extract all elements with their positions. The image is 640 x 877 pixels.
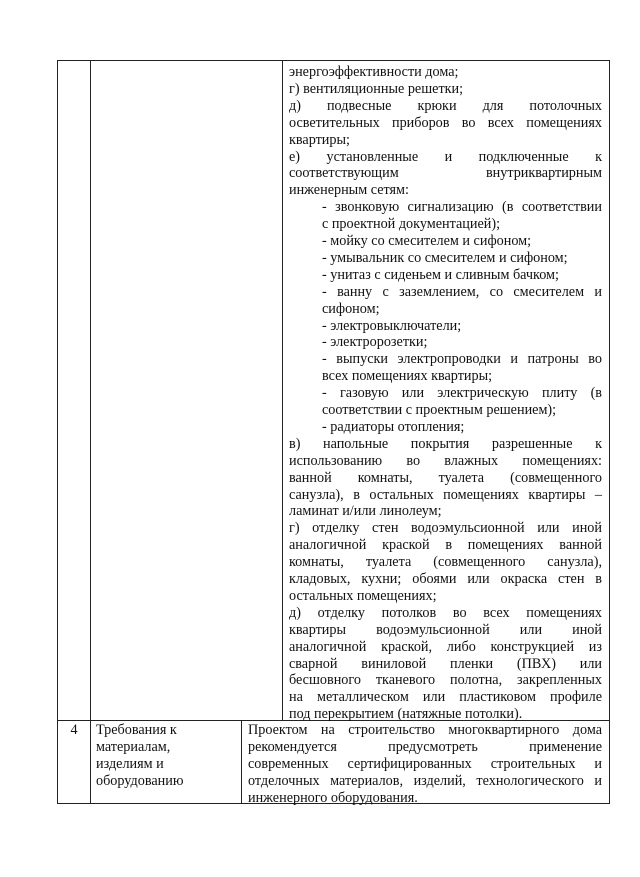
text-line: - ванну с заземлением, со смесителем и [322,283,602,300]
text-line: использованию во влажных помещениях: [289,452,602,469]
column-divider-1 [90,60,91,804]
text-line: на металлическом или пластиковом профиле [289,689,602,706]
text-line: санузла), в остальных помещениях квартиры – [289,486,602,503]
text-line: - унитаз с сиденьем и сливным бачком; [322,266,559,283]
text-line: соответствующим внутриквартирным [289,165,602,182]
text-line: д) подвесные крюки для потолочных [289,97,602,114]
text-line: энергоэффективности дома; [289,64,459,80]
text-line: аналогичной краской, либо конструкцией из [289,638,602,655]
text-line: - радиаторы отопления; [322,418,465,435]
row-title-line: материалам, [96,739,171,755]
row-title-line: изделиям и [96,756,164,772]
text-line: под перекрытием (натяжные потолки). [289,706,523,723]
row-text-line: рекомендуется предусмотреть применение [248,739,602,755]
text-line: квартиры водоэмульсионной или иной [289,621,602,638]
table-border-top [57,60,610,61]
row-title-line: оборудованию [96,773,184,789]
text-line: е) установленные и подключенные к [289,148,602,165]
text-line: осветительных приборов во всех помещениях [289,114,602,131]
text-line: бесшовного тканевого полотна, закрепленных [289,672,602,689]
row-text-line: Проектом на строительство многоквартирного дома [248,722,602,738]
text-line: сварной виниловой пленки (ПВХ) или [289,655,602,672]
text-line: д) отделку потолков во всех помещениях [289,604,602,621]
column-divider-2-lower [241,720,242,804]
column-divider-2-upper [282,60,283,720]
text-line: сифоном; [322,300,380,317]
text-line: аналогичной краской в помещениях ванной [289,537,602,554]
text-line: - электровыключатели; [322,317,462,334]
text-line: инженерным сетям: [289,182,409,199]
text-line: комнаты, туалета (совмещенного санузла), [289,554,602,571]
row-text-line: инженерного оборудования. [248,790,418,806]
text-line: кладовых, кухни; обоями или окраска стен в [289,571,602,587]
text-line: - умывальник со смесителем и сифоном; [322,249,568,266]
text-line: - выпуски электропроводки и патроны во [322,351,602,368]
text-line: соответствии с проектным решением); [322,402,557,418]
text-line: остальных помещениях; [289,587,437,604]
row-text-line: современных сертифицированных строительных и [248,756,602,772]
table-border-right [609,60,610,804]
row-title-line: Требования к [96,722,177,738]
row-text-line: отделочных материалов, изделий, технологического и [248,773,602,789]
text-line: ванной комнаты, туалета (совмещенного [289,469,602,486]
row-number: 4 [70,722,78,738]
text-line: ламинат и/или линолеум; [289,503,442,520]
text-line: - мойку со смесителем и сифоном; [322,233,532,249]
text-line: всех помещениях квартиры; [322,368,493,385]
text-line: г) отделку стен водоэмульсионной или иной [289,520,602,537]
text-line: - газовую или электрическую плиту (в [322,385,602,402]
text-line: в) напольные покрытия разрешенные к [289,435,602,452]
text-line: - звонковую сигнализацию (в соответствии [322,199,602,216]
text-line: квартиры; [289,131,350,148]
text-line: г) вентиляционные решетки; [289,80,464,97]
text-line: с проектной документацией); [322,216,501,233]
table-border-left [57,60,58,804]
text-line: - электророзетки; [322,334,428,351]
